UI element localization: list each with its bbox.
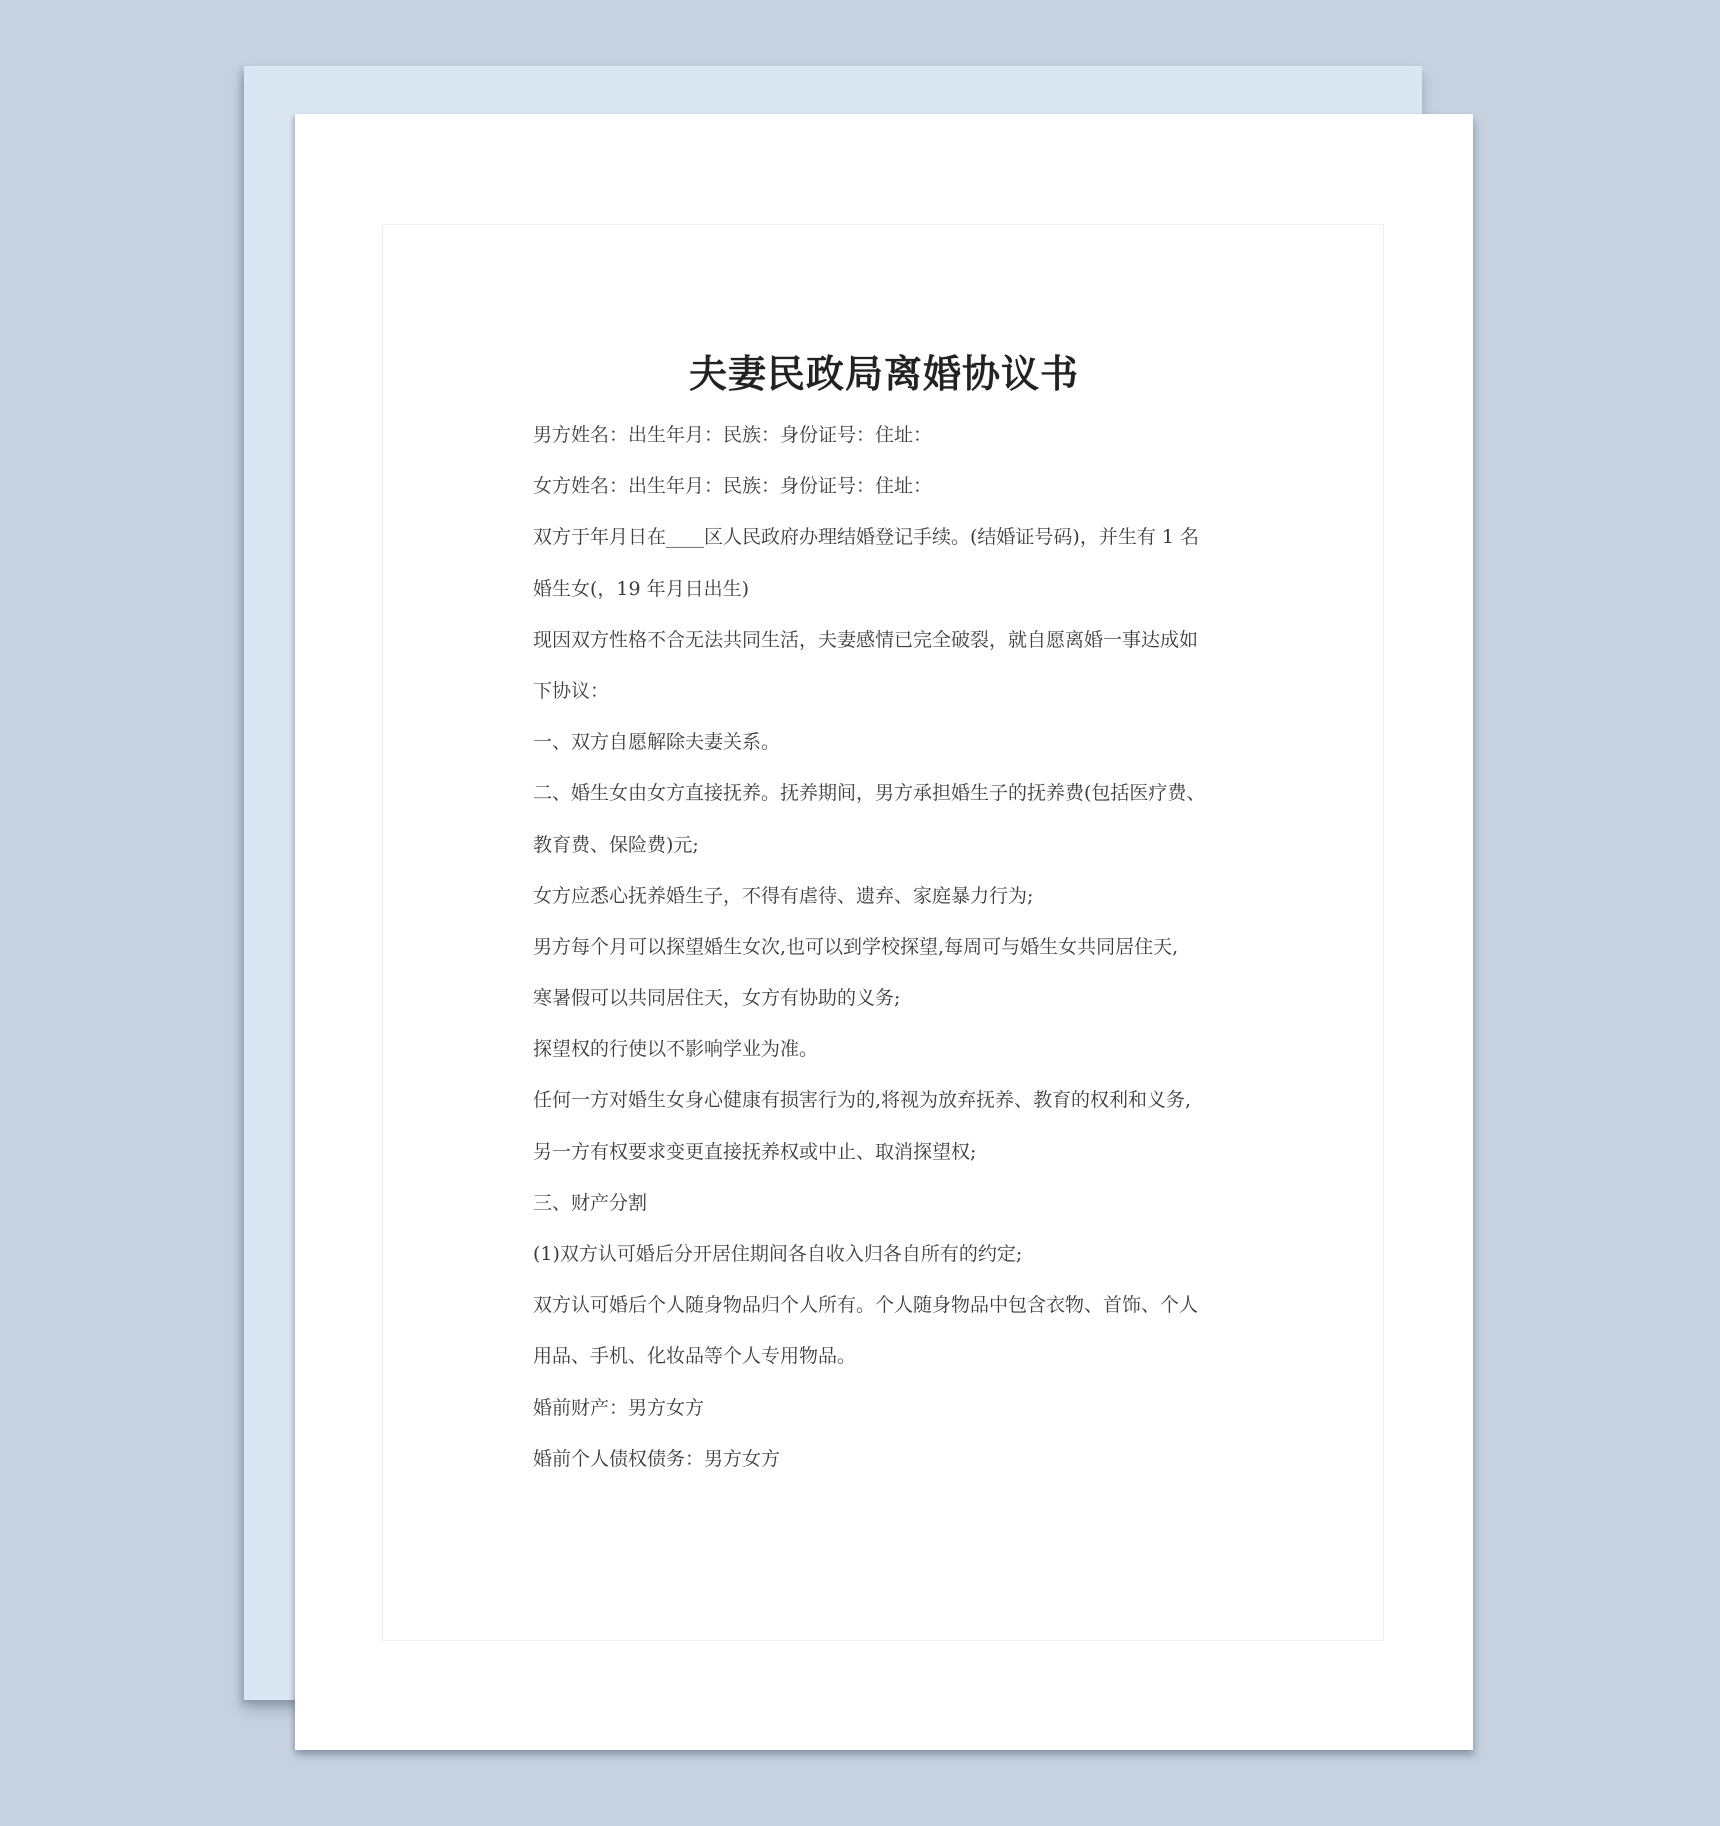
text-line: 一、双方自愿解除夫妻关系。	[533, 731, 781, 754]
text-line: 女方应悉心抚养婚生子，不得有虐待、遗弃、家庭暴力行为;	[533, 884, 1034, 907]
text-line: 现因双方性格不合无法共同生活，夫妻感情已完全破裂，就自愿离婚一事达成如	[533, 628, 1199, 651]
text-line: 婚前个人债权债务：男方女方	[533, 1447, 781, 1470]
text-line: 另一方有权要求变更直接抚养权或中止、取消探望权;	[533, 1140, 977, 1163]
document-page	[295, 114, 1473, 1750]
text-line: (1)双方认可婚后分开居住期间各自收入归各自所有的约定;	[533, 1243, 1023, 1265]
text-line: 寒暑假可以共同居住天，女方有协助的义务;	[533, 987, 901, 1010]
document-title: 夫妻民政局离婚协议书	[688, 351, 1079, 396]
text-line: 教育费、保险费)元;	[533, 833, 699, 856]
text-line: 二、婚生女由女方直接抚养。抚养期间，男方承担婚生子的抚养费(包括医疗费、	[533, 782, 1206, 805]
text-line: 探望权的行使以不影响学业为准。	[533, 1038, 819, 1061]
text-line: 女方姓名：出生年月：民族：身份证号：住址：	[533, 475, 933, 498]
text-line: 婚前财产：男方女方	[533, 1396, 705, 1419]
text-line: 男方姓名：出生年月：民族：身份证号：住址：	[533, 424, 933, 446]
document-body	[533, 410, 1253, 1485]
text-line: 男方每个月可以探望婚生女次,也可以到学校探望,每周可与婚生女共同居住天,	[533, 935, 1179, 958]
text-line: 下协议：	[533, 679, 610, 702]
text-line: 用品、手机、化妆品等个人专用物品。	[533, 1345, 857, 1368]
text-line: 双方认可婚后个人随身物品归个人所有。个人随身物品中包含衣物、首饰、个人	[533, 1294, 1199, 1317]
text-line: 婚生女(，19 年月日出生)	[533, 577, 750, 600]
text-line: 任何一方对婚生女身心健康有损害行为的,将视为放弃抚养、教育的权利和义务,	[533, 1089, 1192, 1112]
text-line: 三、财产分割	[533, 1191, 648, 1214]
text-line: 双方于年月日在____区人民政府办理结婚登记手续。(结婚证号码)，并生有 1 名	[533, 526, 1199, 549]
